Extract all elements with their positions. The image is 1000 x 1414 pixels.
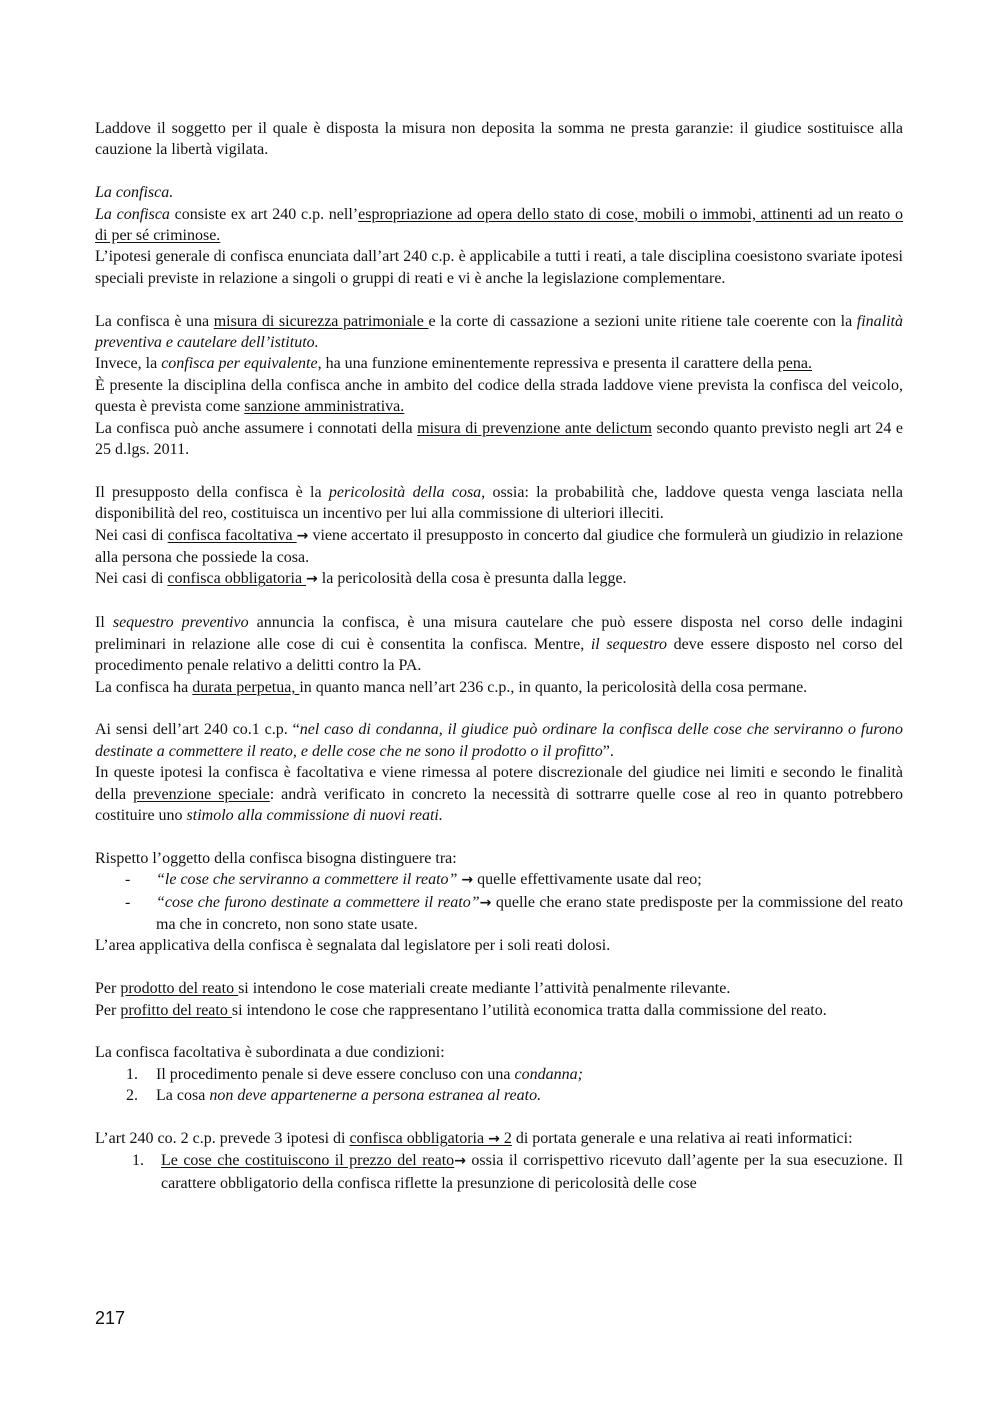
page-number: 217 <box>95 1308 126 1328</box>
paragraph-art-240 <box>95 719 903 762</box>
term: La confisca <box>95 205 170 223</box>
dash-list <box>95 869 903 935</box>
italic-text: sequestro preventivo <box>112 614 249 632</box>
text: deve essere disposto nel corso del procedimento penale relativo a delitti contro la PA. <box>95 635 903 675</box>
text: La confisca ha <box>95 678 193 696</box>
italic-text: condanna; <box>514 1065 583 1083</box>
text: Ai sensi dell’art 240 co.1 c.p. “ <box>95 721 300 739</box>
italic-text: non deve appartenerne a persona estranea al reato. <box>209 1087 542 1105</box>
paragraph-condizioni: La confisca facoltativa è subordinata a due condizioni: <box>95 1044 445 1062</box>
text: consiste ex art 240 c.p. nell’ <box>169 205 359 223</box>
italic-text: “cose che furono destinate a commettere il reato” <box>156 893 480 911</box>
paragraph-discrezionale <box>95 762 903 826</box>
paragraph-prodotto <box>95 978 903 999</box>
underlined-text: confisca facoltativa <box>167 526 297 544</box>
underlined-text: sanzione amministrativa. <box>244 398 405 416</box>
arrow-icon: → <box>296 527 309 544</box>
text: La confisca può anche assumere i connotati della <box>95 419 418 437</box>
quoted-text: nel caso di condanna, il giudice può ordinare la confisca delle cose che serviranno o furono destinate a commettere il reato, e delle cose che ne sono il prodotto o il profitto <box>95 721 903 760</box>
text: La cosa <box>156 1087 210 1105</box>
paragraph-sequestro <box>95 612 903 676</box>
text: ”. <box>602 742 614 760</box>
paragraph-presupposto <box>95 482 903 525</box>
paragraph-definition <box>95 204 903 247</box>
paragraph-general-hypothesis: L’ipotesi generale di confisca enunciata dall’art 240 c.p. è applicabile a tutti i reati, a tale disciplina coesistono svariate ipotesi speciali previste in relazione a singoli o gruppi di reati e vi è anche la legislazione complementare. <box>95 248 903 287</box>
text: Per <box>95 1001 121 1019</box>
text: Il procedimento penale si deve essere concluso con una <box>156 1065 515 1083</box>
list-item <box>95 1150 903 1194</box>
underlined-text: confisca obbligatoria <box>167 570 307 588</box>
text: si intendono le cose materiali create mediante l’attività penalmente rilevante. <box>238 980 731 998</box>
paragraph-reati-dolosi: L’area applicativa della confisca è segnalata dal legislatore per i soli reati dolosi. <box>95 937 611 955</box>
text: Nei casi di <box>95 526 168 544</box>
underlined-text: Le cose che costituiscono il prezzo del reato <box>161 1152 455 1170</box>
dash-marker: - <box>125 893 131 911</box>
text: quelle effettivamente usate dal reo; <box>473 871 702 889</box>
text: Il <box>95 614 113 632</box>
text: quelle che erano state predisposte per la commissione del reato ma che in concreto, non sono state usate. <box>156 893 903 933</box>
italic-text: pericolosità della cosa, <box>328 483 486 501</box>
text: , ha una funzione eminentemente repressiva e presenta il carattere della <box>317 355 778 373</box>
underlined-text: pena. <box>777 355 812 373</box>
text: in quanto manca nell’art 236 c.p., in quanto, la pericolosità della cosa permane. <box>299 678 808 696</box>
paragraph-equivalent <box>95 353 903 374</box>
underlined-text: prodotto del reato <box>120 980 239 998</box>
text: In queste ipotesi la confisca è facoltativa e viene rimessa al potere discrezionale del giudice nei limiti e secondo le finalità della <box>95 764 903 803</box>
underlined-text: durata perpetua, <box>192 678 300 696</box>
arrow-icon: → <box>454 1153 466 1170</box>
paragraph-durata <box>95 677 903 698</box>
italic-text: il sequestro <box>590 635 668 653</box>
text: : andrà verificato in concreto la necessità di sottrarre quelle cose al reo in quanto potrebbero costituire uno <box>95 785 904 824</box>
text: e la corte di cassazione a sezioni unite ritiene tale coerente con la <box>428 312 857 330</box>
text: Nei casi di <box>95 570 168 588</box>
underlined-text: misura di sicurezza patrimoniale <box>213 312 429 330</box>
paragraph-road-code <box>95 375 903 418</box>
paragraph-liberta-vigilata: Laddove il soggetto per il quale è disposta la misura non deposita la somma ne presta garanzie: il giudice sostituisce alla cauzione la libertà vigilata. <box>95 120 903 159</box>
text: 2 <box>499 1129 512 1147</box>
list-item <box>95 892 903 936</box>
numbered-list <box>95 1064 903 1107</box>
text: La confisca è una <box>95 312 214 330</box>
italic-text: finalità preventiva e cautelare dell’istituto. <box>95 312 903 352</box>
number-marker: 2. <box>126 1087 138 1105</box>
underlined-text: prevenzione speciale <box>133 785 270 803</box>
text: si intendono le cose che rappresentano l’utilità economica tratta dalla commissione del reato. <box>231 1001 827 1019</box>
text: di portata generale e una relativa ai reati informatici: <box>511 1129 853 1147</box>
dash-marker: - <box>125 871 131 889</box>
paragraph-security-measure <box>95 311 903 354</box>
document-body <box>95 118 903 1194</box>
text: la pericolosità della cosa è presunta dalla legge. <box>317 570 627 588</box>
text: L’art 240 co. 2 c.p. prevede 3 ipotesi di <box>95 1129 350 1147</box>
list-item <box>95 1064 903 1085</box>
paragraph-prevention <box>95 418 903 461</box>
text: ossia il corrispettivo ricevuto dall’agente per la sua esecuzione. Il carattere obbligatorio della confisca riflette la presunzione di pericolosità delle cose <box>161 1152 903 1192</box>
number-marker: 1. <box>132 1152 144 1170</box>
arrow-icon: → <box>306 571 318 588</box>
text: viene accertato il presupposto in concerto dal giudice che formulerà un giudizio in relazione alla persona che possiede la cosa. <box>95 526 904 567</box>
italic-text: “le cose che serviranno a commettere il reato” <box>156 871 458 889</box>
arrow-icon: → <box>461 872 474 889</box>
text: Invece, la <box>95 355 162 373</box>
paragraph-oggetto: Rispetto l’oggetto della confisca bisogna distinguere tra: <box>95 849 457 867</box>
paragraph-profitto <box>95 1000 903 1021</box>
underlined-text: profitto del reato <box>120 1001 232 1019</box>
paragraph-facoltativa <box>95 525 903 569</box>
text: secondo quanto previsto negli art 24 e 25 d.lgs. 2011. <box>95 419 903 459</box>
number-marker: 1. <box>126 1065 138 1083</box>
list-item <box>95 1085 903 1106</box>
paragraph-art-240-co2 <box>95 1128 903 1150</box>
italic-text: confisca per equivalente <box>161 355 318 373</box>
list-item <box>95 869 903 891</box>
underlined-text: misura di prevenzione ante delictum <box>417 419 652 437</box>
text: È presente la disciplina della confisca anche in ambito del codice della strada laddove viene prevista la confisca del veicolo, questa è prevista come <box>95 376 903 416</box>
underlined-text: espropriazione ad opera dello stato di cose, mobili o immobi, attinenti ad un reato o di per sé criminose. <box>95 205 904 245</box>
italic-text: stimolo alla commissione di nuovi reati. <box>186 806 443 824</box>
paragraph-obbligatoria <box>95 568 903 590</box>
text: Per <box>95 980 121 998</box>
text: annuncia la confisca, è una misura cautelare che può essere disposta nel corso delle indagini preliminari in relazione alle cose di cui è consentita la confisca. Mentre, <box>95 614 904 653</box>
section-heading: La confisca. <box>95 184 174 202</box>
text: ossia: la probabilità che, laddove questa venga lasciata nella disponibilità del reo, costituisca un incentivo per lui alla commissione di ulteriori illeciti. <box>95 483 903 523</box>
text: confisca obbligatoria <box>349 1129 489 1147</box>
arrow-icon: → <box>488 1130 500 1147</box>
numbered-list <box>95 1150 903 1194</box>
arrow-icon: → <box>479 894 492 911</box>
text: Il presupposto della confisca è la <box>95 483 329 501</box>
underlined-text <box>349 1130 511 1147</box>
